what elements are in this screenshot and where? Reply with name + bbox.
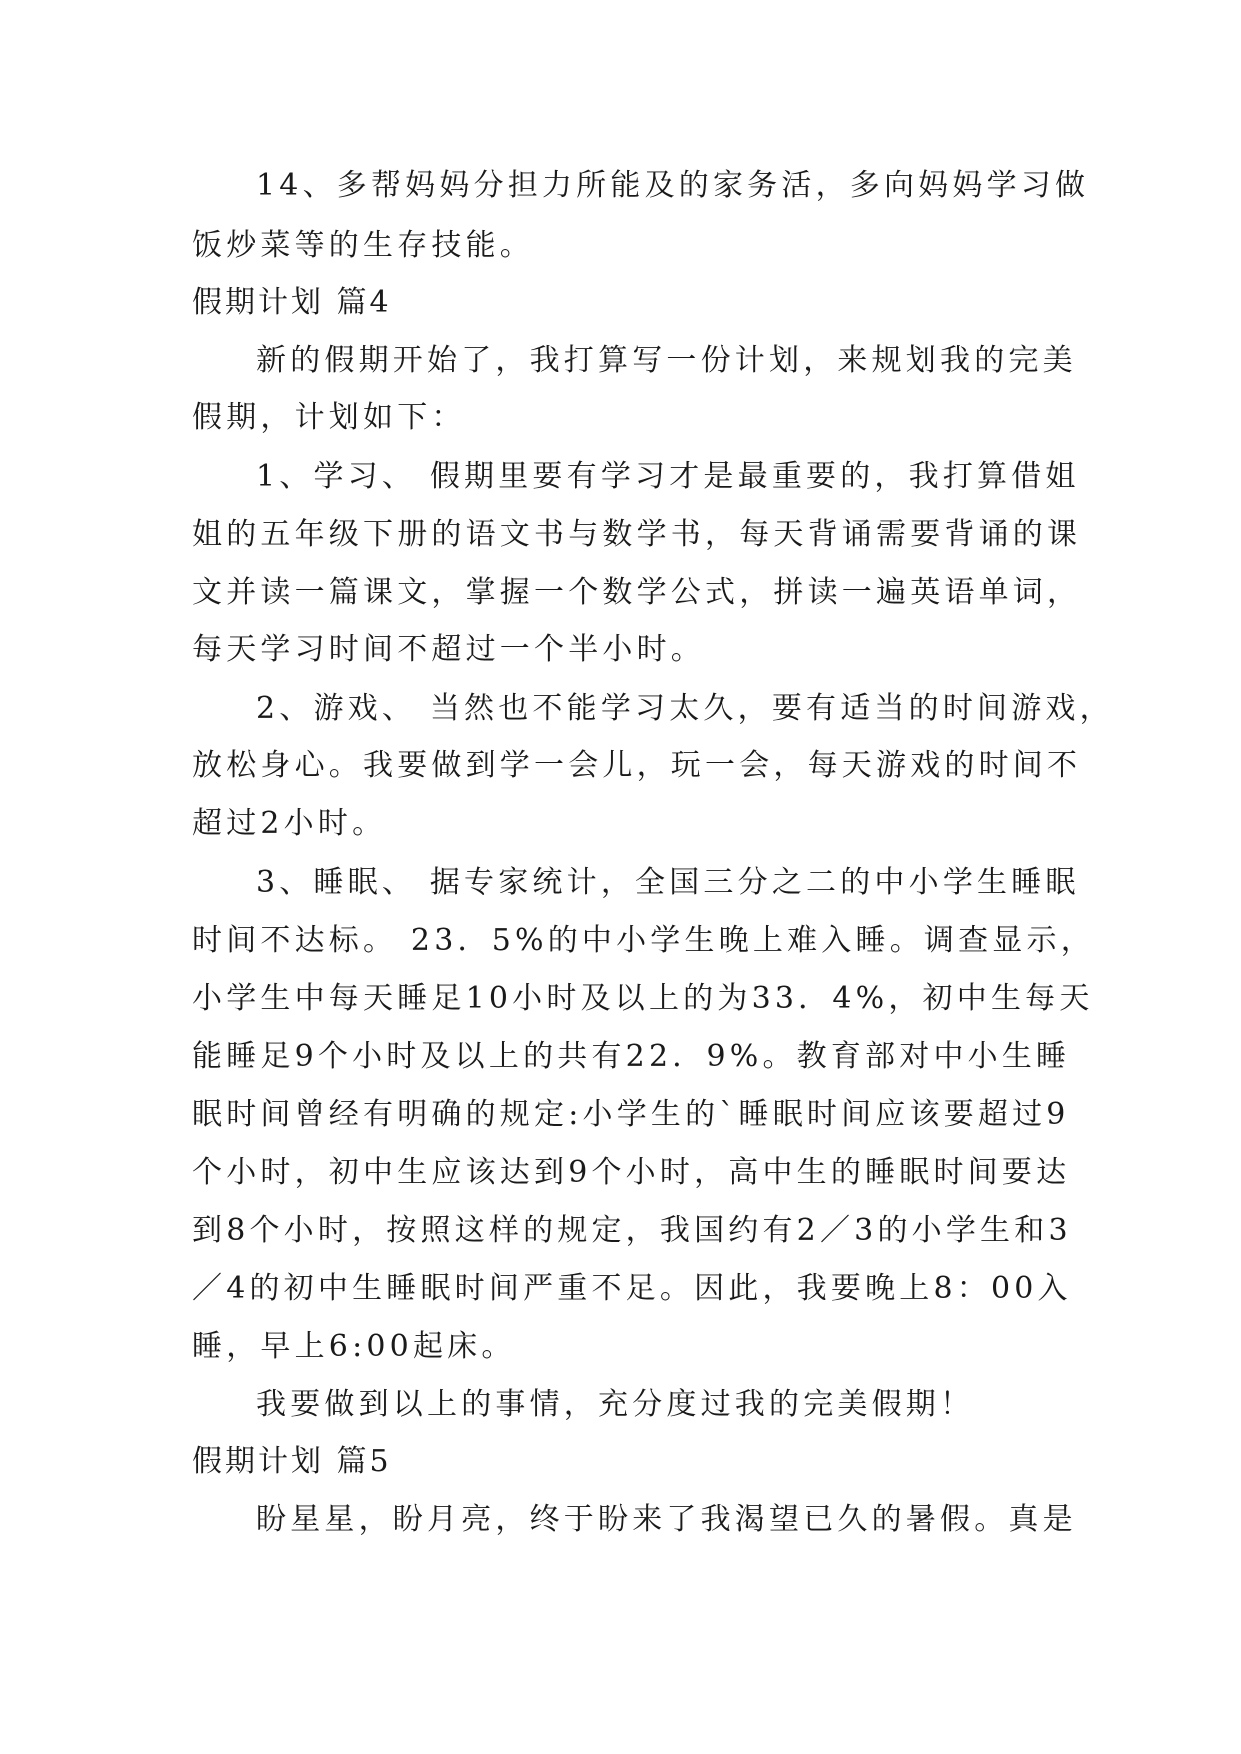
paragraph-line: 超过2小时。 bbox=[192, 806, 387, 841]
paragraph-line: 2、游戏、 当然也不能学习太久，要有适当的时间游戏， bbox=[256, 691, 1114, 726]
paragraph-line: 新的假期开始了，我打算写一份计划，来规划我的完美 bbox=[256, 343, 1077, 378]
section-heading: 假期计划 篇5 bbox=[192, 1444, 392, 1479]
paragraph-line: 饭炒菜等的生存技能。 bbox=[192, 228, 534, 263]
paragraph-line: 时间不达标。 23．5%的中小学生晚上难入睡。调查显示， bbox=[192, 923, 1095, 958]
paragraph-line: 文并读一篇课文，掌握一个数学公式，拼读一遍英语单词， bbox=[192, 575, 1082, 610]
paragraph-line: 假期，计划如下： bbox=[192, 400, 466, 435]
paragraph-line: 3、睡眠、 据专家统计，全国三分之二的中小学生睡眠 bbox=[256, 865, 1080, 900]
paragraph-line: 小学生中每天睡足10小时及以上的为33．4%，初中生每天 bbox=[192, 981, 1094, 1016]
paragraph-line: ／4的初中生睡眠时间严重不足。因此，我要晚上8：00入 bbox=[192, 1271, 1072, 1306]
paragraph-line: 到8个小时，按照这样的规定，我国约有2／3的小学生和3 bbox=[192, 1213, 1072, 1248]
paragraph-line: 姐的五年级下册的语文书与数学书，每天背诵需要背诵的课 bbox=[192, 517, 1082, 552]
paragraph-line: 个小时，初中生应该达到9个小时，高中生的睡眠时间要达 bbox=[192, 1155, 1071, 1190]
paragraph-line: 我要做到以上的事情，充分度过我的完美假期！ bbox=[256, 1387, 975, 1422]
section-heading: 假期计划 篇4 bbox=[192, 285, 392, 320]
paragraph-line: 睡，早上6:00起床。 bbox=[192, 1329, 516, 1364]
paragraph-line: 14、多帮妈妈分担力所能及的家务活，多向妈妈学习做 bbox=[256, 168, 1090, 203]
paragraph-line: 每天学习时间不超过一个半小时。 bbox=[192, 632, 705, 667]
paragraph-line: 放松身心。我要做到学一会儿，玩一会，每天游戏的时间不 bbox=[192, 748, 1082, 783]
paragraph-line: 能睡足9个小时及以上的共有22．9%。教育部对中小生睡 bbox=[192, 1039, 1071, 1074]
paragraph-line: 眠时间曾经有明确的规定:小学生的`睡眠时间应该要超过9 bbox=[192, 1097, 1070, 1132]
paragraph-line: 1、学习、 假期里要有学习才是最重要的，我打算借姐 bbox=[256, 459, 1080, 494]
paragraph-line: 盼星星，盼月亮，终于盼来了我渴望已久的暑假。真是 bbox=[256, 1502, 1077, 1537]
